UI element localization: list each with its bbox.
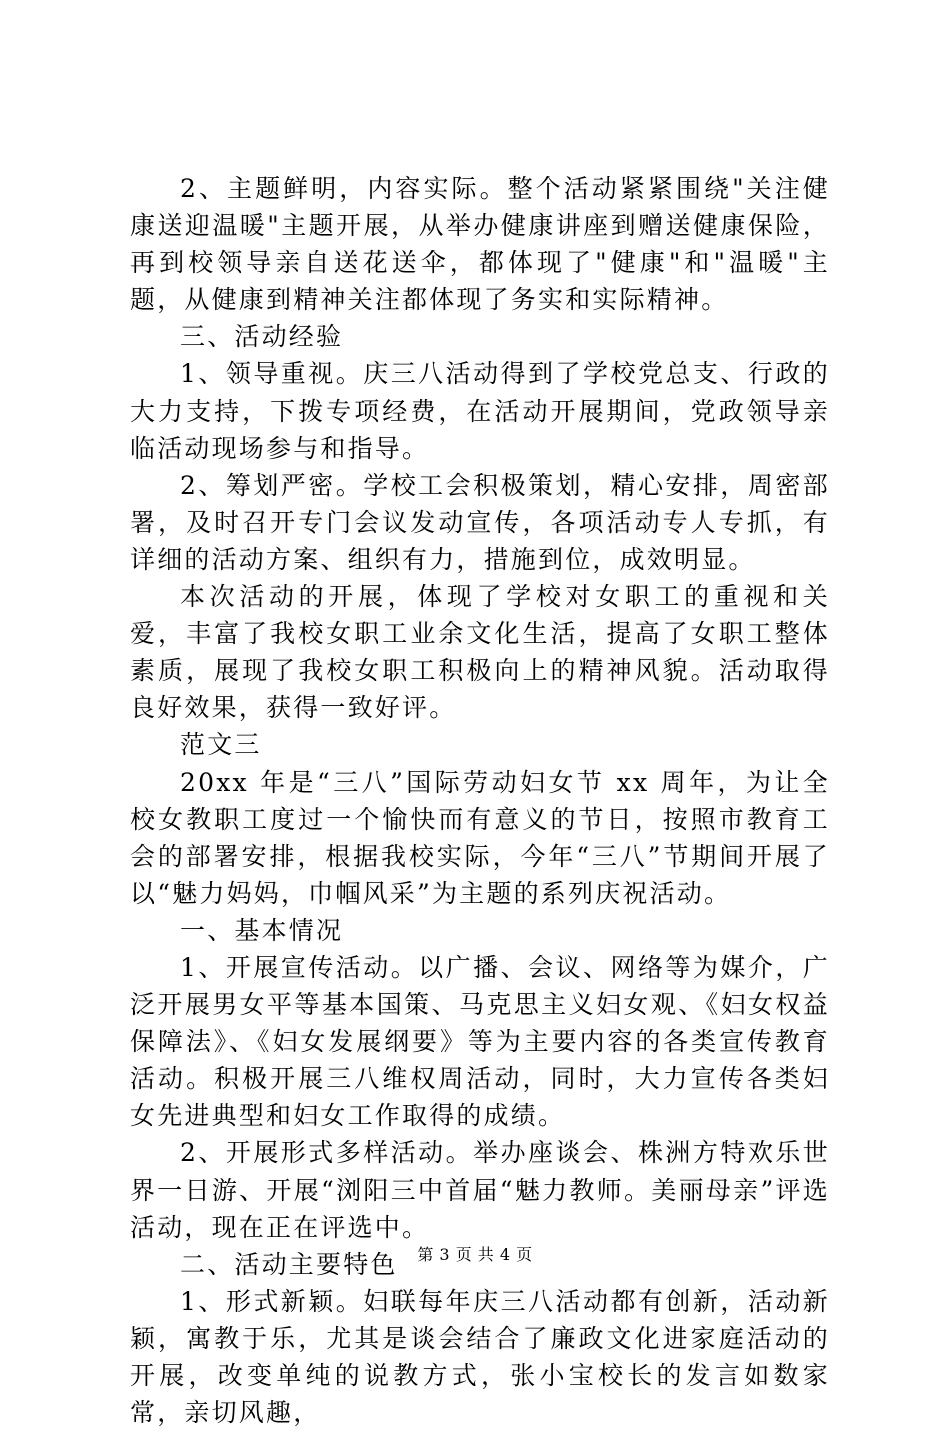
paragraph: 2、开展形式多样活动。举办座谈会、株洲方特欢乐世界一日游、开展“浏阳三中首届“魅力教师。美丽母亲”评选活动，现在正在评选中。 [130, 1138, 830, 1242]
paragraph: 2、主题鲜明，内容实际。整个活动紧紧围绕"关注健康送迎温暖"主题开展，从举办健康讲座到赠送健康保险，再到校领导亲自送花送伞，都体现了"健康"和"温暖"主题，从健康到精神关注都体现了务实和实际精神。 [130, 174, 830, 315]
paragraph: 1、形式新颖。妇联每年庆三八活动都有创新，活动新颖，寓教于乐，尤其是谈会结合了廉政文化进家庭活动的开展，改变单纯的说教方式，张小宝校长的发言如数家常，亲切风趣， [130, 1286, 830, 1428]
section-heading: 范文三 [180, 730, 262, 760]
paragraph: 2、筹划严密。学校工会积极策划，精心安排，周密部署，及时召开专门会议发动宣传，各项活动专人专抓，有详细的活动方案、组织有力，措施到位，成效明显。 [130, 470, 830, 574]
paragraph: 1、领导重视。庆三八活动得到了学校党总支、行政的大力支持，下拨专项经费，在活动开展期间，党政领导亲临活动现场参与和指导。 [130, 359, 830, 463]
document-body [130, 170, 830, 1431]
paragraph: 本次活动的开展，体现了学校对女职工的重视和关爱，丰富了我校女职工业余文化生活，提高了女职工整体素质，展现了我校女职工积极向上的精神风貌。活动取得良好效果，获得一致好评。 [130, 582, 830, 723]
section-heading: 三、活动经验 [180, 322, 344, 352]
paragraph: 1、开展宣传活动。以广播、会议、网络等为媒介，广泛开展男女平等基本国策、马克思主义妇女观、《妇女权益保障法》、《妇女发展纲要》等为主要内容的各类宣传教育活动。积极开展三八维权周活动，同时，大力宣传各类妇女先进典型和妇女工作取得的成绩。 [130, 952, 830, 1131]
section-heading: 二、活动主要特色 [180, 1249, 398, 1279]
paragraph: 20xx 年是“三八”国际劳动妇女节 xx 周年，为让全校女教职工度过一个愉快而有意义的节日，按照市教育工会的部署安排，根据我校实际，今年“三八”节期间开展了以“魅力妈妈，巾帼风采”为主题的系列庆祝活动。 [130, 767, 830, 908]
section-heading: 一、基本情况 [180, 915, 344, 945]
page-number-footer: 第 3 页 共 4 页 [417, 1245, 533, 1264]
